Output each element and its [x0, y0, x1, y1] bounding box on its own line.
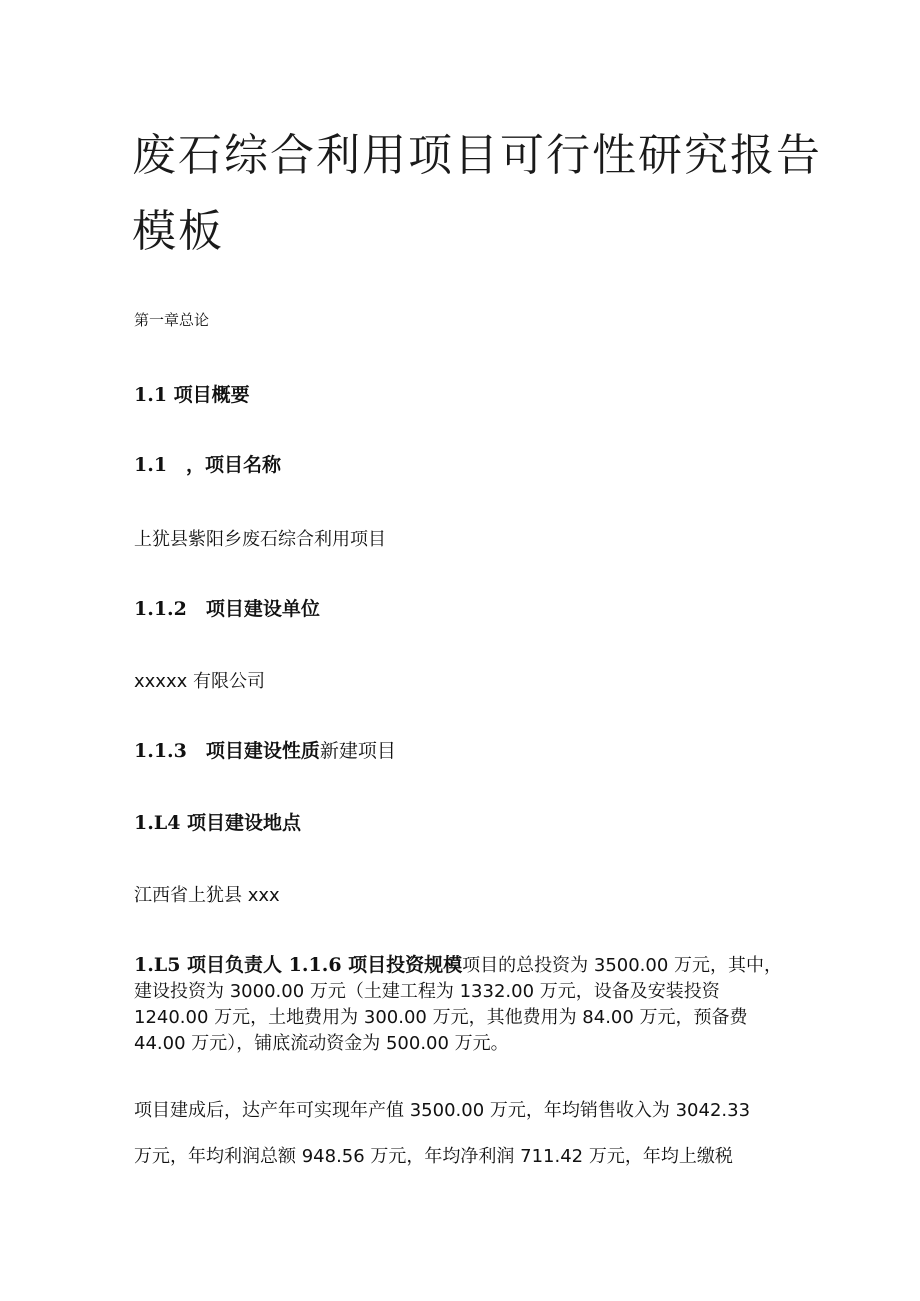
- heading-1-1-3-label: 1.1.3 项目建设性质: [134, 740, 320, 762]
- section-heading-1-1-3: [134, 736, 396, 763]
- document-title: 废石综合利用项目可行性研究报告模板: [132, 130, 822, 257]
- location-text: 江西省上犹县 xxx: [134, 885, 280, 906]
- section-heading-1-1-2: 1.1.2 项目建设单位: [134, 598, 320, 620]
- section-heading-1-1-1: 1.1 ，项目名称: [134, 454, 282, 476]
- investment-paragraph: [134, 952, 784, 1057]
- heading-1-1-5-6: 1.L5 项目负责人 1.1.6 项目投资规模: [134, 954, 463, 976]
- chapter-heading: 第一章总论: [134, 311, 210, 329]
- investment-text: 项目的总投资为 3500.00 万元，其中，建设投资为 3000.00 万元（土建工程为 1332.00 万元，设备及安装投资 1240.00 万元，土地费用为 300.00 万元，其他费用为 84.00 万元，预备费 44.00 万元），铺底流动资金为 500.00 万元。: [134, 955, 783, 1054]
- company-text: xxxxx 有限公司: [134, 671, 265, 692]
- section-heading-1-1-4: 1.L4 项目建设地点: [134, 812, 302, 834]
- nature-text: 新建项目: [319, 740, 396, 762]
- output-line-1: 项目建成后，达产年可实现年产值 3500.00 万元，年均销售收入为 3042.33: [134, 1100, 751, 1121]
- section-heading-1-1: 1.1 项目概要: [134, 384, 250, 406]
- project-name-text: 上犹县紫阳乡废石综合利用项目: [134, 529, 386, 550]
- output-line-2: 万元，年均利润总额 948.56 万元，年均净利润 711.42 万元，年均上缴税: [134, 1146, 733, 1167]
